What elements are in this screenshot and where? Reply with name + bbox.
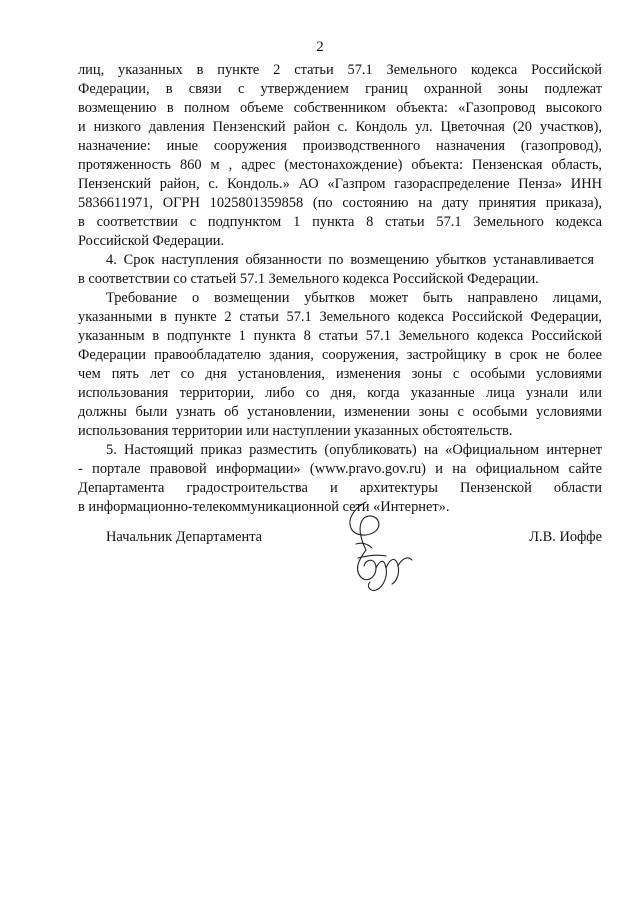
paragraph-4b-line: должны были узнать об установлении, изменении зоны с особыми условиями [78,404,602,420]
paragraph-3-line: 5836611971, ОГРН 1025801359858 (по состоянию на дату принятия приказа), [78,195,602,211]
handwritten-signature [336,498,416,604]
paragraph-3-line: в соответствии с подпунктом 1 пункта 8 статьи 57.1 Земельного кодекса [78,214,602,230]
paragraph-4b-line: указанным в подпункте 1 пункта 8 статьи 57.1 Земельного кодекса Российской [78,328,602,344]
paragraph-4b-line: указанными в пункте 2 статьи 57.1 Земельного кодекса Российской Федерации, [78,309,602,325]
paragraph-3-line: Федерации, в связи с утверждением границ охранной зоны подлежат [78,81,602,97]
paragraph-4b-line: чем пять лет со дня установления, изменения зоны с особыми условиями [78,366,602,382]
paragraph-5-line: в информационно-телекоммуникационной сети «Интернет». [78,499,450,515]
paragraph-4b-line: использования территории или наступлении указанных обстоятельств. [78,423,513,439]
paragraph-4-line: в соответствии со статьей 57.1 Земельного кодекса Российской Федерации. [78,271,539,287]
paragraph-4b-line: использования территории, либо со дня, когда указанные лица узнали или [78,385,602,401]
paragraph-3-line: Российской Федерации. [78,233,225,249]
paragraph-3-line: и низкого давления Пензенский район с. Кондоль ул. Цветочная (20 участков), [78,119,602,135]
paragraph-3-line: назначение: иные сооружения производственного назначения (газопровод), [78,138,602,154]
page-number: 2 [316,39,324,55]
paragraph-4-line: 4. Срок наступления обязанности по возмещению убытков устанавливается [106,252,594,268]
paragraph-4b-line: Требование о возмещении убытков может быть направлено лицами, [106,290,602,306]
paragraph-3-line: возмещению в полном объеме собственником объекта: «Газопровод высокого [78,100,602,116]
signatory-name: Л.В. Иоффе [529,529,602,545]
paragraph-3-line: лиц, указанных в пункте 2 статьи 57.1 Земельного кодекса Российской [78,62,602,78]
paragraph-3-line: Пензенский район, с. Кондоль.» АО «Газпром газораспределение Пенза» ИНН [78,176,602,192]
paragraph-5-line: 5. Настоящий приказ разместить (опубликовать) на «Официальном интернет [106,442,602,458]
signatory-title: Начальник Департамента [106,529,263,545]
paragraph-5-line: Департамента градостроительства и архитектуры Пензенской области [78,480,602,496]
paragraph-3-line: протяженность 860 м , адрес (местонахождение) объекта: Пензенская область, [78,157,602,173]
paragraph-5-line: - портале правовой информации» (www.pravo.gov.ru) и на официальном сайте [78,461,602,477]
paragraph-4b-line: Федерации правообладателю здания, сооружения, застройщику в срок не более [78,347,602,363]
